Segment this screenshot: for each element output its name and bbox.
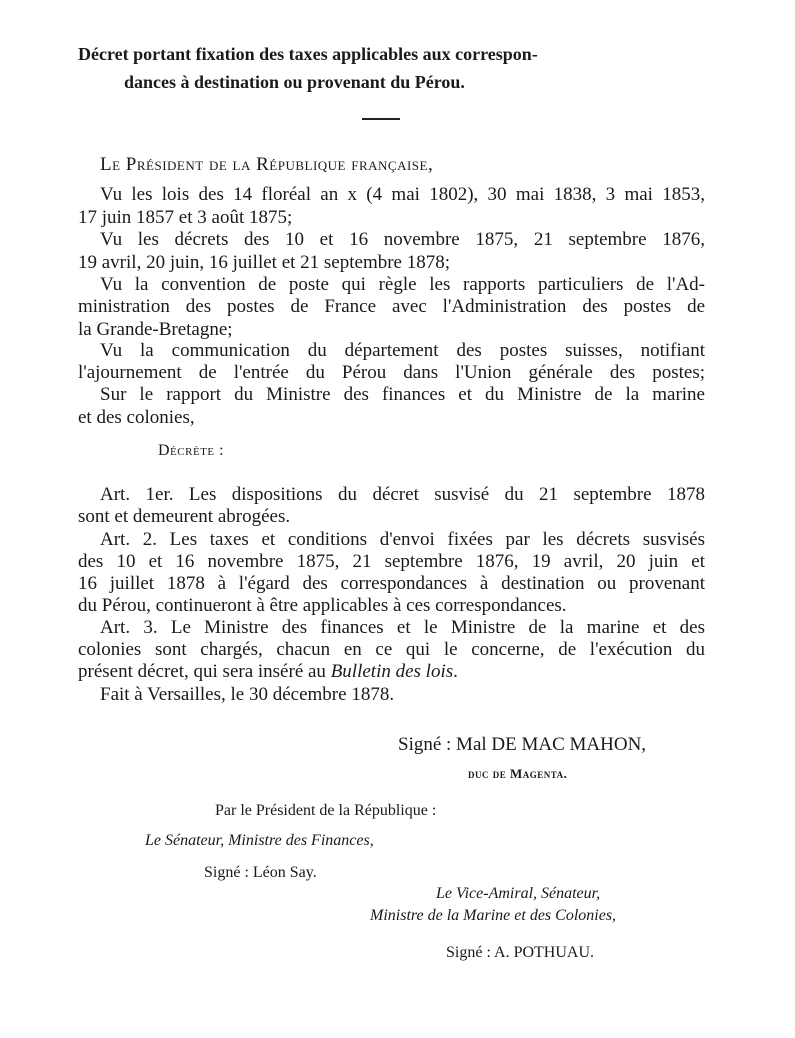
text-line: et des colonies, [78,407,195,428]
text-line: Vu la convention de poste qui règle les rapports particuliers de l'Ad- [100,274,705,295]
text-line: Sur le rapport du Ministre des finances et du Ministre de la marine [100,384,705,405]
signature-say: Signé : Léon Say. [204,864,317,881]
signature-pothuau: Signé : A. POTHUAU. [446,944,595,961]
text-line: l'ajournement de l'entrée du Pérou dans l'Union générale des postes; [78,362,705,383]
article-1-line: Art. 1er. Les dispositions du décret susvisé du 21 septembre 1878 [100,484,705,505]
text: . [453,661,458,682]
minister-marine-title: Ministre de la Marine et des Colonies, [370,907,617,924]
minister-finances-title: Le Sénateur, Ministre des Finances, [145,832,374,849]
signature-title: duc de Magenta. [468,766,568,781]
preamble-heading: Le Président de la République française, [100,154,434,175]
text-line: sont et demeurent abrogées. [78,506,291,527]
text-line: 16 juillet 1878 à l'égard des correspondances à destination ou provenant [78,573,705,594]
text-line: Vu les décrets des 10 et 16 novembre 1875, 21 septembre 1876, [100,229,705,250]
title-line: dances à destination ou provenant du Pérou. [124,72,465,92]
text: présent décret, qui sera inséré au [78,661,331,682]
signature-mac-mahon: Signé : Mal DE MAC MAHON, [398,734,647,755]
text-line: 17 juin 1857 et 3 août 1875; [78,207,293,228]
text-line [78,661,458,683]
separator-rule [362,118,400,120]
article-3-line: Art. 3. Le Ministre des finances et le Ministre de la marine et des [100,617,705,638]
text-line: ministration des postes de France avec l'Administration des postes de [78,296,705,317]
vice-admiral-title: Le Vice-Amiral, Sénateur, [436,885,601,902]
countersign-heading: Par le Président de la République : [215,802,437,819]
text-line: la Grande-Bretagne; [78,319,233,340]
bulletin-title: Bulletin des lois [330,661,454,682]
place-date: Fait à Versailles, le 30 décembre 1878. [100,684,395,705]
text-line: Vu les lois des 14 floréal an x (4 mai 1802), 30 mai 1838, 3 mai 1853, [100,184,705,205]
decrete-heading: Décrète : [158,442,225,459]
title-line: Décret portant fixation des taxes applicables aux correspon- [78,44,538,64]
text-line: 19 avril, 20 juin, 16 juillet et 21 septembre 1878; [78,252,451,273]
article-2-line: Art. 2. Les taxes et conditions d'envoi fixées par les décrets susvisés [100,529,705,550]
text-line: des 10 et 16 novembre 1875, 21 septembre 1876, 19 avril, 20 juin et [78,551,705,572]
text-line: colonies sont chargés, chacun en ce qui le concerne, de l'exécution du [78,639,705,660]
text-line: Vu la communication du département des postes suisses, notifiant [100,340,705,361]
text-line: du Pérou, continueront à être applicables à ces correspondances. [78,595,567,616]
